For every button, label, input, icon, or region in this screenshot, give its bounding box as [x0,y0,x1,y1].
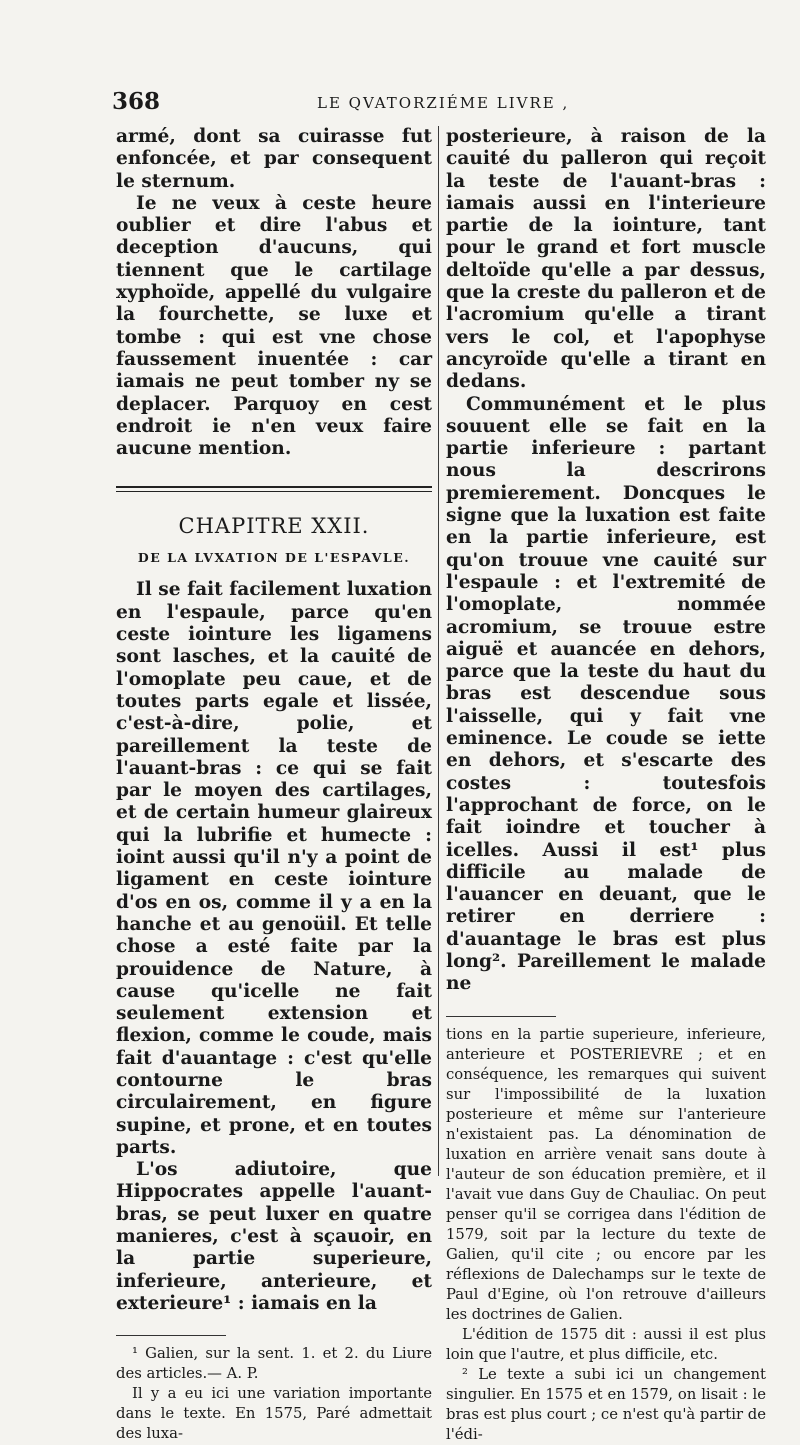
right-main-text [446,126,766,996]
chapter-subtitle: DE LA LVXATION DE L'ESPAVLE. [137,550,411,566]
right-footnotes [446,1025,766,1445]
footnote: L'édition de 1575 dit : aussi il est plus loin que l'autre, et plus difficile, etc. [446,1325,766,1363]
right-column [446,126,766,1445]
running-title: LE QVATORZIÉME LIVRE , [317,94,570,112]
paragraph: armé, dont sa cuirasse fut enfoncée, et par consequent le sternum. [116,126,432,192]
page-header [112,88,762,118]
footnote-divider [116,1335,226,1336]
footnote-divider [446,1016,556,1017]
paragraph: Ie ne veux à ceste heure oublier et dire l'abus et deception d'aucuns, qui tiennent que le cartilage xyphoïde, appellé du vulgaire la fourchette, se luxe et tombe : qui est vne chose faussement inuentée : car iamais ne peut tomber ny se deplacer. Parquoy en cest endroit ie n'en veux faire aucune mention. [116,192,432,460]
chapter-title: CHAPITRE XXII. [178,514,370,539]
paragraph: posterieure, à raison de la cauité du palleron qui reçoit la teste de l'auant-bras : iamais aussi en l'interieure partie de la iointure, tant pour le grand et fort muscle deltoïde qu'elle a par dessus, que la creste du palleron et de l'acromium qu'elle a tirant vers le col, et l'apophyse ancyroïde qu'elle a tirant en dedans. [446,126,766,393]
footnote: ² Le texte a subi ici un changement singulier. En 1575 et en 1579, on lisait : le bras est plus court ; ce n'est qu'à partir de l'édi- [446,1365,766,1443]
chapter-divider [116,486,432,492]
paragraph: Il se fait facilement luxation en l'espaule, parce qu'en ceste iointure les ligamens sont lasches, et la cauité de l'omoplate peu caue, et de toutes parts egale et lissée, c'est-à-dire, polie, et pareillement la teste de l'auant-bras : ce qui se fait par le moyen des cartilages, et de certain humeur glaireux qui la lubrifie et humecte : ioint aussi qu'il n'y a point de ligament en ceste iointure d'os en os, comme il y a en la hanche et au genoüil. Et telle chose a esté faite par la prouidence de Nature, à cause qu'icelle ne fait seulement extension et flexion, comme le coude, mais fait d'auantage : c'est qu'elle contourne le bras circulairement, en figure supine, et prone, et en toutes parts. [116,579,432,1158]
left-footnotes [116,1344,432,1444]
footnote: Il y a eu ici une variation importante dans le texte. En 1575, Paré admettait des luxa- [116,1385,432,1443]
left-column [116,126,432,1444]
paragraph: L'os adiutoire, que Hippocrates appelle l'auant-bras, se peut luxer en quatre manieres, c'est à sçauoir, en la partie superieure, inferieure, anterieure, et exterieure¹ : iamais en la [116,1159,432,1314]
footnote: ¹ Galien, sur la sent. 1. et 2. du Liure des articles.— A. P. [116,1345,432,1383]
left-main-text [116,126,432,460]
paragraph: Communément et le plus souuent elle se fait en la partie inferieure : partant nous la descrirons premierement. Doncques le signe que la luxation est faite en la partie inferieure, est qu'on trouue vne cauité sur l'espaule : et l'extremité de l'omoplate, nommée acromium, se trouue estre aiguë et auancée en dehors, parce que la teste du haut du bras est descendue sous l'aisselle, qui y fait vne eminence. Le coude se iette en dehors, et s'escarte des costes : toutesfois l'approchant de force, on le fait ioindre et toucher à icelles. Aussi il est¹ plus difficile au malade de l'auancer en deuant, que le retirer en derriere : d'auantage le bras est plus long². Pareillement le malade ne [446,393,766,995]
column-divider [438,126,439,1176]
footnote: tions en la partie superieure, inferieure, anterieure et POSTERIEVRE ; et en conséquence, les remarques qui suivent sur l'impossibilité de la luxation posterieure et même sur l'anterieure n'existaient pas. La dénomination de luxation en arrière venait sans doute à l'auteur de son éducation première, et il l'avait vue dans Guy de Chauliac. On peut penser qu'il se corrigea dans l'édition de 1579, soit par la lecture du texte de Galien, qu'il cite ; ou encore par les réflexions de Dalechamps sur le texte de Paul d'Egine, où l'on retrouve d'ailleurs les doctrines de Galien. [446,1025,766,1323]
chapter-text [116,579,432,1315]
page-number: 368 [112,88,161,115]
